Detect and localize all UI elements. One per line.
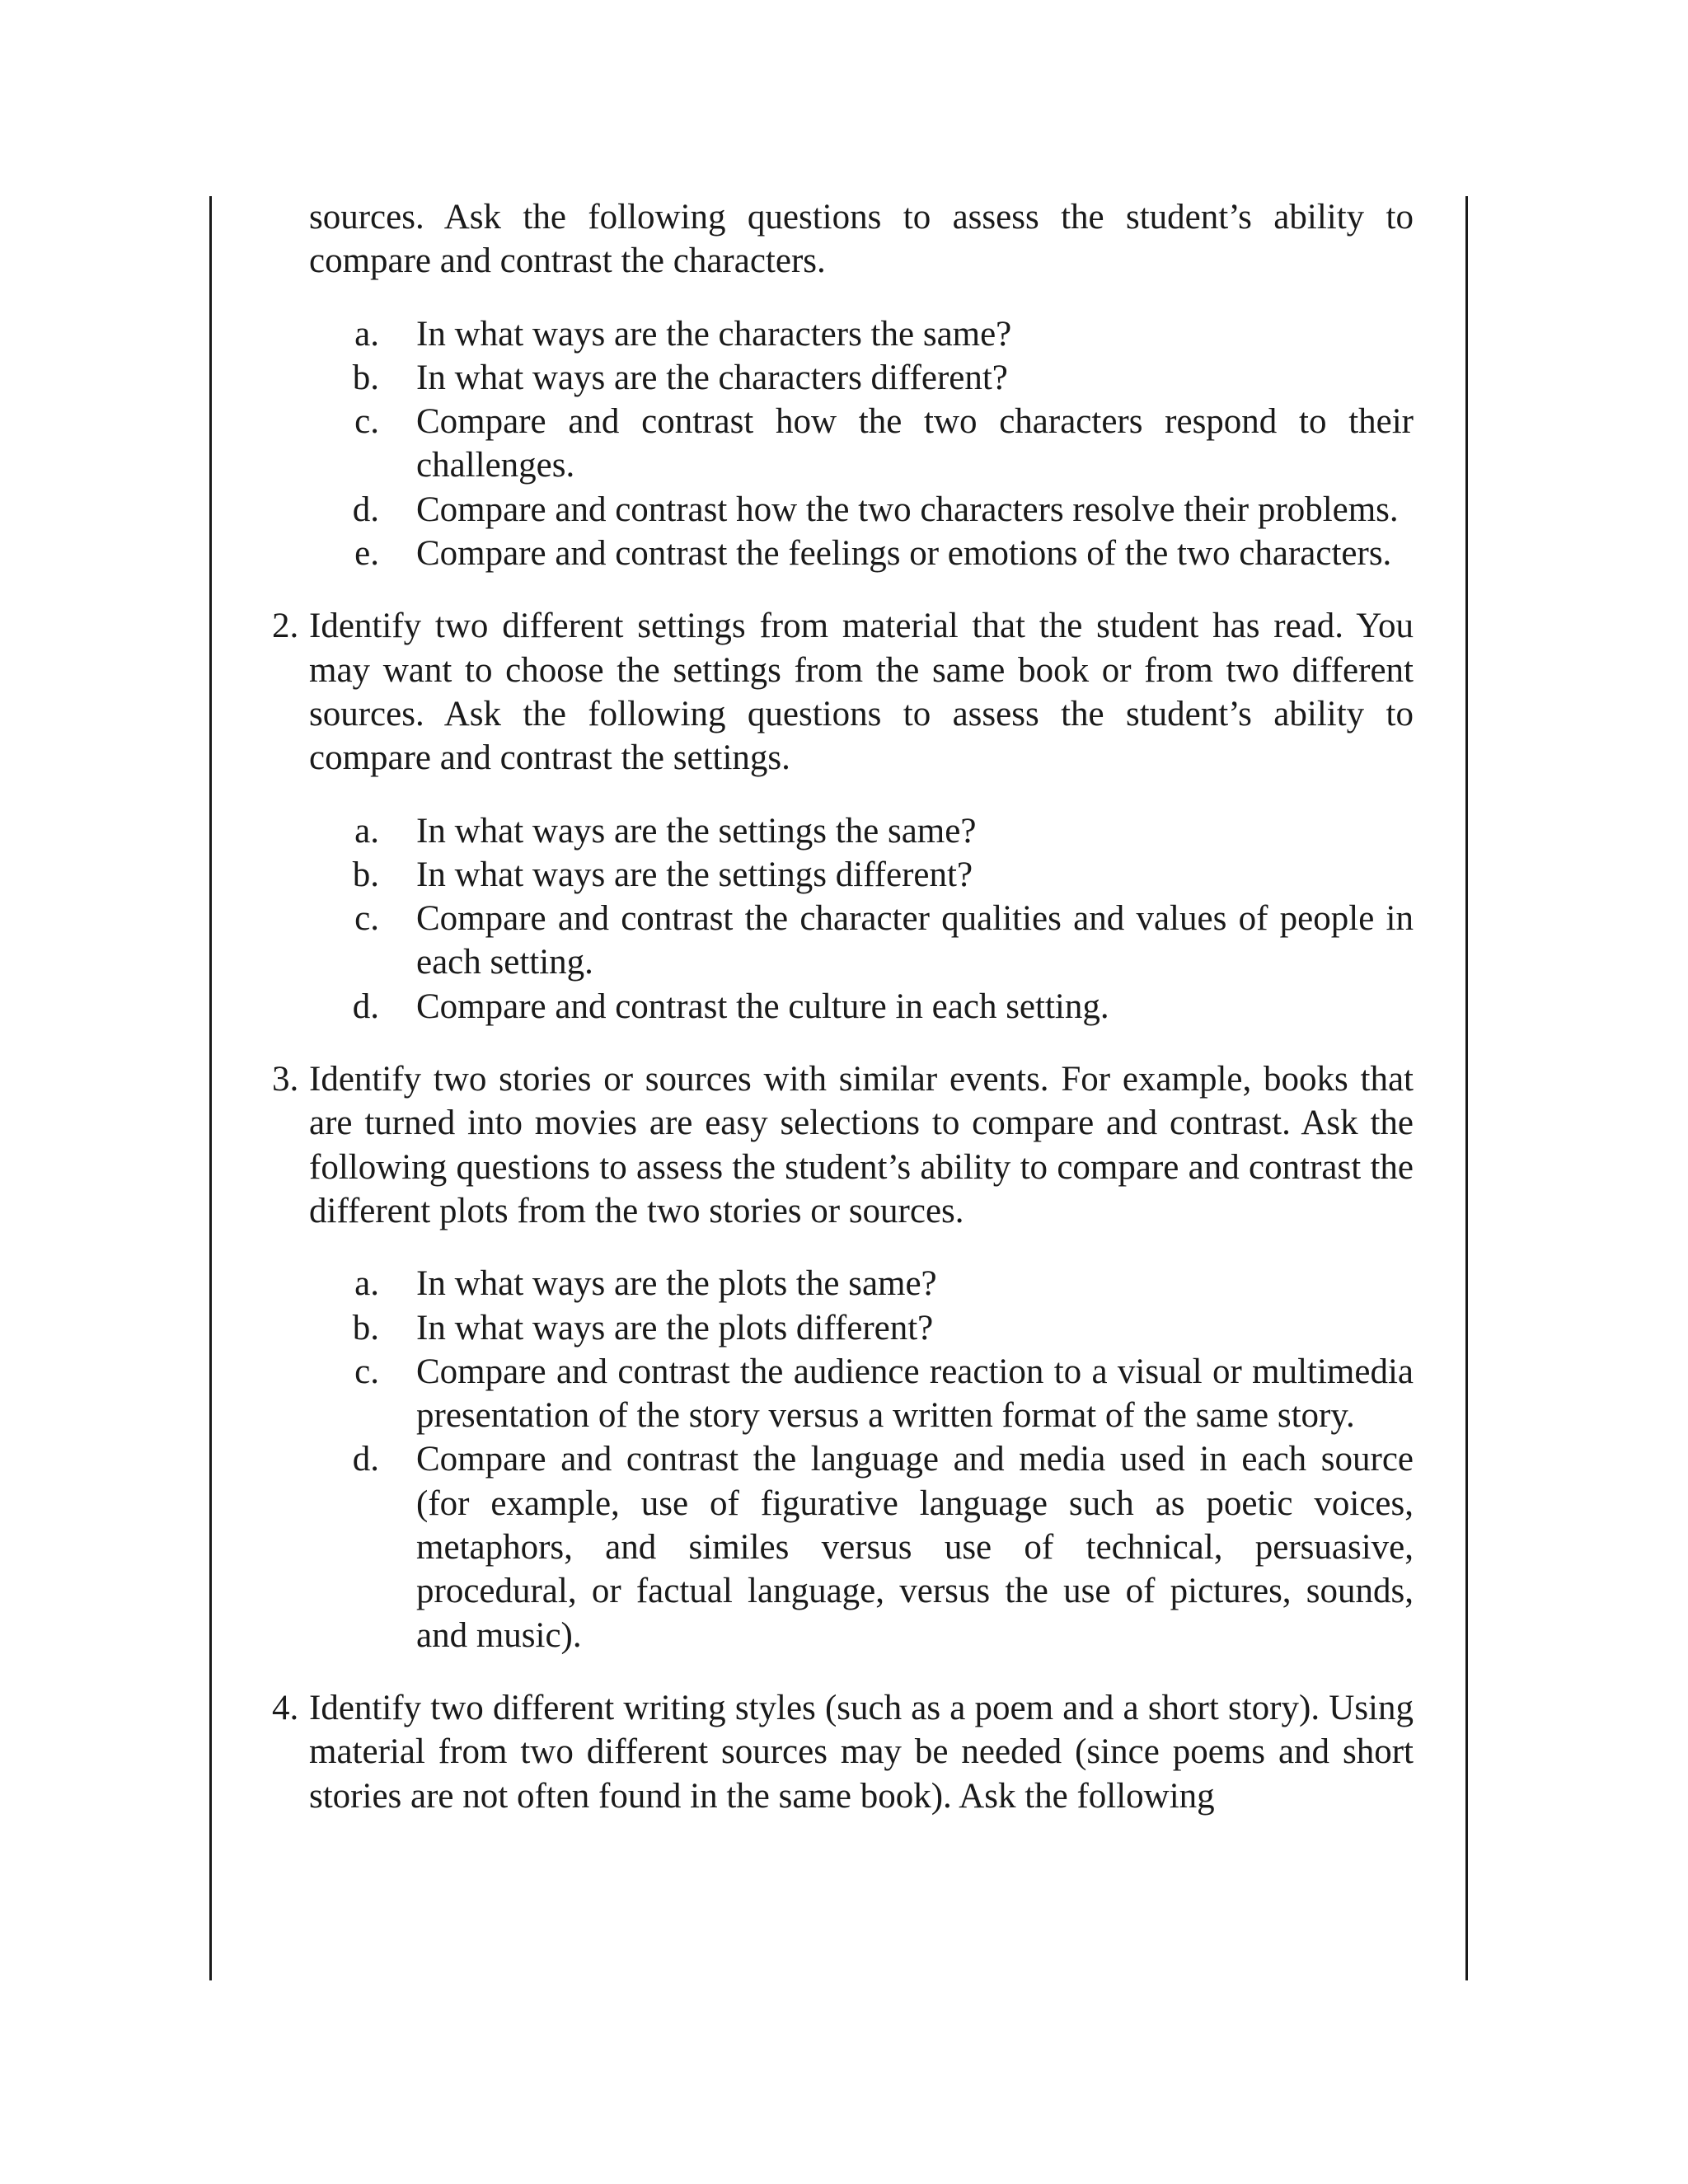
item-text: Identify two stories or sources with similar events. For example, books that are turned into movies are easy selections to compare and contrast. Ask the following questions to assess the student’s ability to compare and contrast the different plots from the two stories or sources.: [309, 1060, 1414, 1230]
list-marker: c.: [354, 899, 379, 939]
plots-question-list: [272, 1262, 1414, 1657]
settings-question-list: [272, 809, 1414, 1029]
list-marker: a.: [354, 1264, 379, 1304]
left-margin-rule: [209, 196, 212, 1980]
numbered-item-4: [272, 1686, 1414, 1818]
list-item: [272, 853, 1414, 897]
item-number: 4.: [272, 1688, 299, 1727]
list-item: [272, 356, 1414, 400]
list-marker: c.: [354, 1352, 379, 1391]
list-item: [272, 1262, 1414, 1305]
list-item: [272, 985, 1414, 1029]
list-item-text: In what ways are the characters the same?: [416, 314, 1012, 354]
list-item-text: In what ways are the characters different?: [416, 358, 1008, 397]
list-item: [272, 312, 1414, 356]
list-item-text: In what ways are the plots the same?: [416, 1264, 937, 1304]
list-item-text: In what ways are the plots different?: [416, 1308, 934, 1347]
list-marker: a.: [354, 314, 379, 354]
list-marker: e.: [354, 534, 379, 574]
document-body: [272, 195, 1414, 1818]
list-item-text: Compare and contrast the character qualities and values of people in each setting.: [416, 899, 1414, 982]
item-number: 3.: [272, 1060, 299, 1099]
intro-paragraph: sources. Ask the following questions to assess the student’s ability to compare and contrast the characters.: [309, 198, 1414, 281]
item-number: 2.: [272, 607, 299, 646]
list-item: [272, 1306, 1414, 1350]
item-text: Identify two different writing styles (such as a poem and a short story). Using material from two different sources may be needed (since poems and short stories are not often found in the same book). Ask the following: [309, 1688, 1414, 1816]
list-item-text: Compare and contrast how the two characters respond to their challenges.: [416, 402, 1414, 485]
list-marker: a.: [354, 811, 379, 851]
list-item-text: Compare and contrast the feelings or emotions of the two characters.: [416, 534, 1392, 574]
list-marker: d.: [352, 987, 379, 1026]
list-marker: c.: [354, 402, 379, 442]
numbered-item-3: [272, 1057, 1414, 1233]
right-margin-rule: [1465, 196, 1468, 1980]
list-marker: d.: [352, 1440, 379, 1479]
list-marker: b.: [352, 855, 379, 894]
list-marker: b.: [352, 358, 379, 397]
list-item-text: Compare and contrast how the two characters resolve their problems.: [416, 490, 1399, 529]
list-item: [272, 809, 1414, 853]
list-item-text: In what ways are the settings different?: [416, 855, 973, 894]
list-marker: b.: [352, 1308, 379, 1347]
list-item-text: Compare and contrast the culture in each setting.: [416, 987, 1109, 1026]
list-item: [272, 1350, 1414, 1438]
list-item-text: Compare and contrast the language and media used in each source (for example, use of figurative language such as poetic voices, metaphors, and similes versus use of technical, persuasive, procedural, or factual language, versus the use of pictures, sounds, and music).: [416, 1440, 1414, 1655]
list-item: [272, 897, 1414, 985]
list-item: [272, 400, 1414, 488]
item-text: Identify two different settings from material that the student has read. You may want to choose the settings from the same book or from two different sources. Ask the following questions to assess the student’s ability to compare and contrast the settings.: [309, 607, 1414, 778]
list-item: [272, 488, 1414, 532]
list-item-text: In what ways are the settings the same?: [416, 811, 977, 851]
intro-question-list: [272, 312, 1414, 576]
list-marker: d.: [352, 490, 379, 529]
list-item: [272, 1437, 1414, 1657]
list-item-text: Compare and contrast the audience reaction to a visual or multimedia presentation of the story versus a written format of the same story.: [416, 1352, 1414, 1436]
list-item: [272, 532, 1414, 575]
numbered-item-2: [272, 604, 1414, 780]
